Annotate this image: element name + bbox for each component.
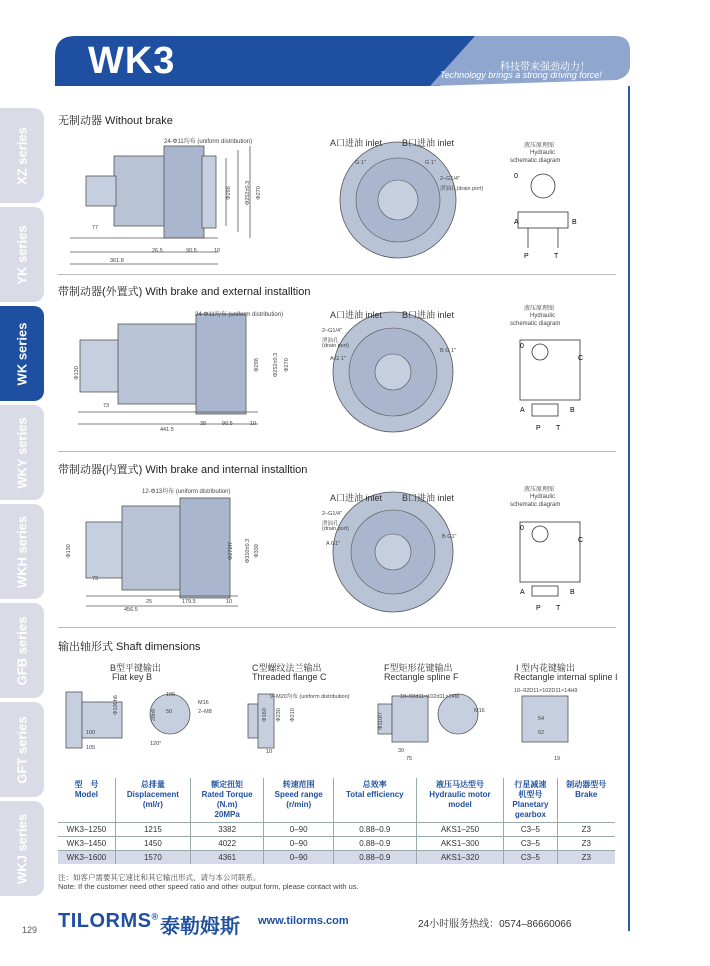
inlet-b-2: B口进油 inlet bbox=[402, 310, 455, 320]
dim-d2-3: Φ310±0.3 bbox=[245, 538, 252, 564]
th-model: 型 号 Model bbox=[74, 780, 99, 799]
table-row: WK3–1450 1450 4022 0–90 0.88–0.9 AKS1–300 C3–5 Z3 bbox=[58, 837, 615, 851]
dim-l2-1: 26.5 bbox=[152, 248, 163, 254]
shaft-f-dim-m16: M16 bbox=[474, 708, 485, 714]
brand-logo: TILORMS® bbox=[58, 910, 159, 932]
note-cn: 注：如客户需要其它速比和其它输出形式，请与本公司联系。 bbox=[58, 873, 261, 882]
schematic-t-2: T bbox=[556, 425, 561, 432]
shaft-c-dim-d230: Φ230 bbox=[275, 708, 282, 722]
schematic-t-3: T bbox=[556, 605, 561, 612]
dim-l3-2: 90.5 bbox=[222, 421, 233, 427]
schematic-t-1: T bbox=[554, 253, 559, 260]
inlet-b-1: B口进油 inlet bbox=[402, 138, 455, 148]
schematic-p-1: P bbox=[524, 253, 529, 260]
section-title-external-brake: 带制动器(外置式) With brake and external installtion bbox=[58, 286, 311, 298]
shaft-b-dim-105: 105 bbox=[86, 745, 96, 751]
schematic-c-3: C bbox=[578, 537, 584, 544]
drain-2: 2–G1/4" bbox=[322, 328, 342, 334]
tab-yk-series[interactable]: YK series bbox=[0, 207, 44, 302]
dim-l2-3: 25 bbox=[146, 599, 153, 605]
dim-d3-2: Φ270 bbox=[283, 358, 290, 372]
shaft-i-en: Rectangle internal spline I bbox=[514, 672, 618, 682]
dim-l3-1: 90.5 bbox=[186, 248, 197, 254]
shaft-f-en: Rectangle spline F bbox=[384, 672, 459, 682]
dim-d3-1: Φ270 bbox=[255, 186, 262, 200]
schematic-en1-1: Hydraulic bbox=[530, 150, 556, 156]
dim-d1-2: Φ298 bbox=[253, 358, 260, 372]
schematic-b-2: B bbox=[570, 407, 575, 414]
port-g1-a: G 1" bbox=[355, 160, 366, 166]
shaft-f-dim-spline: 10–92d11×102d11×14f8 bbox=[400, 694, 460, 700]
shaft-c-dim-d210: Φ210 bbox=[289, 708, 296, 722]
schematic-zero-3: 0 bbox=[520, 525, 524, 532]
shaft-f-cn: F型矩形花键输出 bbox=[384, 663, 453, 673]
dim-d0-2: Φ130 bbox=[73, 366, 80, 380]
drain-port-1: 泄油孔(drain port) bbox=[440, 186, 484, 192]
schematic-p-2: P bbox=[536, 425, 541, 432]
dim-l4-1: 10 bbox=[214, 248, 221, 254]
schematic-b-1: B bbox=[572, 219, 577, 226]
schematic-a-3: A bbox=[520, 589, 525, 596]
tab-wkj-series[interactable]: WKJ series bbox=[0, 801, 44, 896]
drain-cn-3: 泄油孔 bbox=[322, 521, 339, 527]
shaft-b-cn: B型平键输出 bbox=[110, 663, 162, 673]
th-displacement: 总排量 Displacement (ml/r) bbox=[115, 778, 190, 823]
shaft-i-cn: I 型内花键输出 bbox=[516, 663, 576, 673]
inlet-a-1: A口进油 inlet bbox=[330, 138, 383, 148]
schematic-en2-3: schematic diagram bbox=[510, 502, 561, 508]
tab-wk-series[interactable]: WK series bbox=[0, 306, 44, 401]
shaft-b-dim-d100: Φ100h6 bbox=[112, 695, 119, 715]
schematic-en2-2: schematic diagram bbox=[510, 321, 561, 327]
dim-d1-3: Φ272f7 bbox=[228, 541, 235, 561]
table-row: WK3–1600 1570 4361 0–90 0.88–0.9 AKS1–320 C3–5 Z3 bbox=[58, 851, 615, 865]
port-bg-2: B G 1" bbox=[440, 348, 457, 354]
schematic-cn-1: 液压原理图 bbox=[524, 143, 555, 149]
dim-l5-1: 361.8 bbox=[110, 258, 124, 264]
inlet-a-2: A口进油 inlet bbox=[330, 310, 383, 320]
schematic-cn-3: 液压原理图 bbox=[524, 487, 555, 493]
bolt-note-1: 24-Φ11均布 (uniform distribution) bbox=[164, 139, 253, 145]
schematic-p-3: P bbox=[536, 605, 541, 612]
schematic-b-3: B bbox=[570, 589, 575, 596]
right-border bbox=[628, 86, 630, 931]
th-efficiency: 总效率 Total efficiency bbox=[333, 778, 416, 823]
dim-d0-3: Φ130 bbox=[65, 544, 72, 558]
schematic-zero-1: 0 bbox=[514, 173, 518, 180]
shaft-b-dim-120: 120° bbox=[150, 741, 162, 747]
shaft-b-dim-m8: 2–M8 bbox=[198, 709, 212, 715]
tab-gft-series[interactable]: GFT series bbox=[0, 702, 44, 797]
th-torque: 额定扭矩 Rated Torque (N.m) 20MPa bbox=[190, 778, 264, 823]
model-title: WK3 bbox=[88, 40, 176, 82]
divider-1 bbox=[58, 274, 616, 275]
inlet-a-3: A口进油 inlet bbox=[330, 493, 383, 503]
schematic-a-1: A bbox=[514, 219, 519, 226]
dim-d2-2: Φ252±0.3 bbox=[273, 352, 280, 378]
th-motor: 液压马达型号 Hydraulic motor model bbox=[416, 778, 504, 823]
dim-d3-3: Φ330 bbox=[253, 544, 260, 558]
drain-cn-2: 泄油孔 bbox=[322, 338, 339, 344]
drain-en-3: (drain port) bbox=[322, 526, 349, 532]
shaft-i-dim-54: 54 bbox=[538, 716, 545, 722]
schematic-cn-2: 液压原理图 bbox=[524, 306, 555, 312]
tab-gfb-series[interactable]: GFB series bbox=[0, 603, 44, 698]
tab-xz-series[interactable]: XZ series bbox=[0, 108, 44, 203]
th-brake: 制动器型号 Brake bbox=[557, 778, 615, 823]
tab-wkh-series[interactable]: WKH series bbox=[0, 504, 44, 599]
slogan-cn: 科技带来强劲动力！ bbox=[500, 62, 590, 73]
drain-3: 2–G1/4" bbox=[322, 511, 342, 517]
schematic-a-2: A bbox=[520, 407, 525, 414]
section-title-internal-brake: 带制动器(内置式) With brake and internal installtion bbox=[58, 464, 308, 476]
section-title-shaft: 输出轴形式 Shaft dimensions bbox=[58, 641, 201, 653]
th-speed: 转速范围 Speed range (r/min) bbox=[264, 778, 334, 823]
schematic-en1-2: Hydraulic bbox=[530, 313, 556, 319]
dim-l1-1: 77 bbox=[92, 225, 99, 231]
shaft-b-dim-m16: M16 bbox=[198, 700, 209, 706]
dim-d1-1: Φ298 bbox=[225, 186, 232, 200]
shaft-f-dim-d110: Φ110f7 bbox=[377, 712, 384, 730]
schematic-zero-2: 0 bbox=[520, 343, 524, 350]
schematic-en1-3: Hydraulic bbox=[530, 494, 556, 500]
dim-l5-3: 456.5 bbox=[124, 607, 138, 613]
shaft-f-dim-30: 30 bbox=[398, 748, 405, 754]
shaft-c-cn: C型螺纹法兰输出 bbox=[252, 663, 322, 673]
tab-wky-series[interactable]: WKY series bbox=[0, 405, 44, 500]
spec-table bbox=[58, 778, 615, 864]
shaft-b-dim-100: 100 bbox=[86, 730, 96, 736]
dim-l5-2: 441.5 bbox=[160, 427, 174, 433]
dim-d2-1: Φ252±0.3 bbox=[245, 180, 252, 206]
th-gearbox: 行星减速 机型号 Planetary gearbox bbox=[504, 778, 557, 823]
shaft-c-en: Threaded flange C bbox=[252, 672, 327, 682]
dim-l3-3: 179.5 bbox=[182, 599, 196, 605]
bolt-note-3: 12-Φ13均布 (uniform distribution) bbox=[142, 489, 231, 495]
shaft-c-dim-bolts: 9–M20均布 (uniform distribution) bbox=[270, 694, 350, 700]
shaft-b-dim-28: 28h9 bbox=[151, 708, 158, 722]
drain-1: 2–G1/4" bbox=[440, 176, 460, 182]
footer-hotline: 24小时服务热线：0574–86660066 bbox=[418, 919, 572, 930]
brand-logo-cn: 泰勒姆斯 bbox=[160, 916, 240, 938]
shaft-i-dim-62: 62 bbox=[538, 730, 545, 736]
schematic-c-2: C bbox=[578, 355, 584, 362]
bolt-note-2: 24-Φ11均布 (uniform distribution) bbox=[195, 312, 284, 318]
dim-l4-2: 10 bbox=[250, 421, 257, 427]
table-row: WK3–1250 1215 3382 0–90 0.88–0.9 AKS1–250 C3–5 Z3 bbox=[58, 823, 615, 837]
divider-2 bbox=[58, 451, 616, 452]
dim-l1-2: 73 bbox=[103, 403, 110, 409]
section-title-without-brake: 无制动器 Without brake bbox=[58, 115, 173, 127]
drain-en-2: (drain port) bbox=[322, 343, 349, 349]
port-ag-2: A G 1" bbox=[330, 356, 346, 362]
table-header-row bbox=[58, 778, 615, 823]
shaft-b-en: Flat key B bbox=[112, 672, 153, 682]
page-number: 129 bbox=[22, 925, 38, 935]
shaft-i-dim-19: 19 bbox=[554, 756, 561, 762]
shaft-b-dim-106: 106 bbox=[166, 692, 176, 698]
dim-l1-3: 73 bbox=[92, 576, 99, 582]
port-g1-b: G 1" bbox=[425, 160, 436, 166]
dim-l2-2: 38 bbox=[200, 421, 207, 427]
divider-3 bbox=[58, 627, 616, 628]
shaft-f-dim-75: 75 bbox=[406, 756, 413, 762]
shaft-b-dim-50: 50 bbox=[166, 709, 173, 715]
shaft-c-dim-d160: Φ160 bbox=[261, 708, 268, 722]
inlet-b-3: B口进油 inlet bbox=[402, 493, 455, 503]
slogan-en: Technology brings a strong driving force! bbox=[440, 70, 602, 80]
port-bg-3: B G1" bbox=[442, 534, 457, 540]
dim-l4-3: 10 bbox=[226, 599, 233, 605]
shaft-i-dim-spline: 10–92D11×102D11×14H9 bbox=[514, 688, 578, 694]
note-en: Note: If the customer need other speed ratio and other output form, please contact with us. bbox=[58, 882, 359, 891]
footer-url[interactable]: www.tilorms.com bbox=[258, 915, 349, 927]
schematic-en2-1: schematic diagram bbox=[510, 158, 561, 164]
shaft-c-dim-10: 10 bbox=[266, 749, 273, 755]
port-ag-3: A G1" bbox=[326, 541, 341, 547]
